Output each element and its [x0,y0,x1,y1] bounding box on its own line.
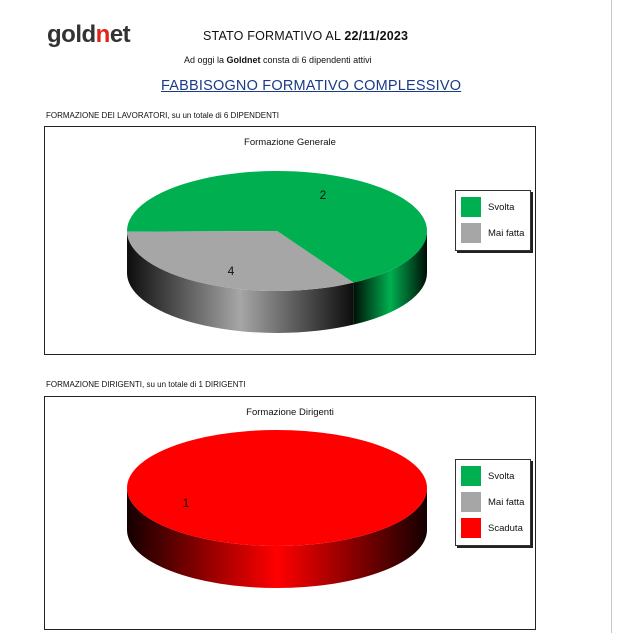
legend-swatch [460,222,482,244]
chart-caption-lavoratori: FORMAZIONE DEI LAVORATORI, su un totale di 6 DIPENDENTI [46,111,279,120]
legend-label: Svolta [488,201,515,213]
legend-label: Svolta [488,470,515,482]
legend-swatch [460,465,482,487]
section-title: FABBISOGNO FORMATIVO COMPLESSIVO [161,78,462,94]
report-title: STATO FORMATIVO AL 22/11/2023 [203,29,409,43]
legend-item-mai-fatta [460,220,524,246]
legend-swatch [460,491,482,513]
chart-caption-dirigenti: FORMAZIONE DIRIGENTI, su un totale di 1 DIRIGENTI [46,380,246,389]
legend-swatch [460,517,482,539]
legend-item-scaduta [460,515,524,541]
chart-legend [455,190,531,251]
legend-item-svolta [460,194,524,220]
data-label-mai-fatta: 2 [319,188,327,202]
chart-legend [455,459,531,546]
legend-swatch [460,196,482,218]
legend-item-svolta [460,463,524,489]
legend-label: Scaduta [488,522,523,534]
report-subtitle: Ad oggi la Goldnet consta di 6 dipendenti attivi [184,55,372,65]
data-label-svolta: 4 [227,264,235,278]
chart-panel-lavoratori [44,126,536,355]
legend-label: Mai fatta [488,496,525,508]
page-edge [611,0,612,633]
legend-item-mai-fatta [460,489,524,515]
legend-label: Mai fatta [488,227,525,239]
report-date: 22/11/2023 [344,29,409,43]
chart-panel-dirigenti [44,396,536,630]
chart-title: Formazione Dirigenti [246,407,334,418]
goldnet-logo: goldnet [47,21,131,48]
chart-title: Formazione Generale [244,137,336,148]
data-label-scaduta: 1 [182,496,190,510]
pie-slice-scaduta[interactable] [127,430,427,546]
